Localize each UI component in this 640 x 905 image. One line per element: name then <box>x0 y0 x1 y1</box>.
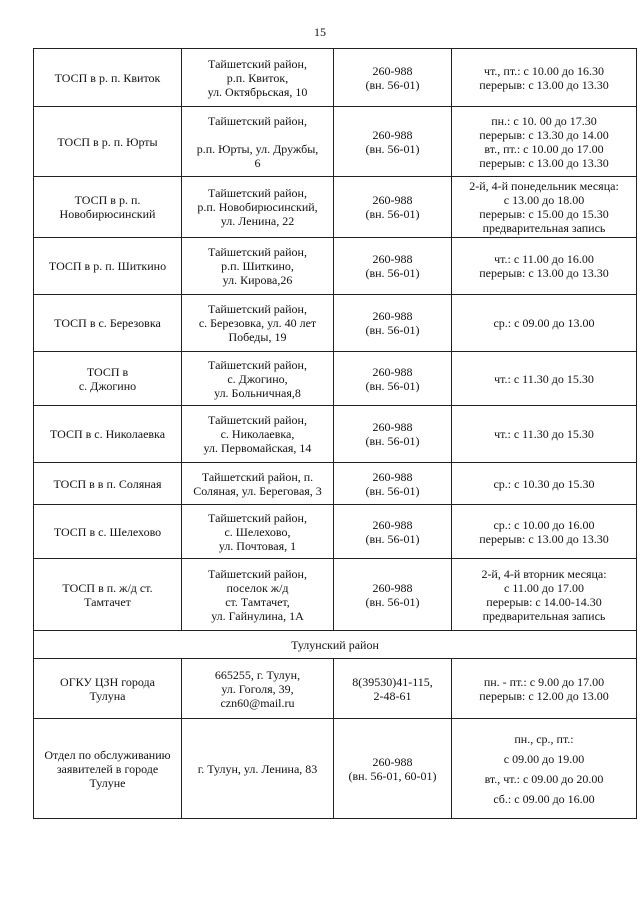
office-schedule-line: чт.: с 11.30 до 15.30 <box>494 371 594 386</box>
office-row <box>34 295 637 352</box>
office-address <box>182 49 334 107</box>
office-row <box>34 659 637 719</box>
office-name-line: ТОСП в в п. Соляная <box>53 476 162 491</box>
office-schedule-line: перерыв: с 13.00 до 13.30 <box>479 531 609 546</box>
office-phone-line: (вн. 56-01) <box>365 378 420 393</box>
office-address-line: Тайшетский район, <box>208 357 307 372</box>
office-phone-line: 260-988 <box>372 127 413 142</box>
office-name-line: с. Джогино <box>78 378 137 393</box>
office-schedule-table <box>33 48 637 819</box>
office-name-line: Отдел по обслуживанию <box>44 747 171 762</box>
office-name <box>34 505 182 559</box>
office-row <box>34 107 637 177</box>
office-name <box>34 659 182 719</box>
office-address-line: с. Шелехово, <box>224 524 291 539</box>
office-address-line: Тайшетский район, <box>208 245 307 259</box>
office-schedule-line: сб.: с 09.00 до 16.00 <box>493 791 595 806</box>
office-row <box>34 505 637 559</box>
office-schedule <box>452 238 637 295</box>
office-schedule-line: ср.: с 09.00 до 13.00 <box>493 316 595 330</box>
office-row <box>34 177 637 238</box>
office-name-line: ТОСП в р. п. <box>74 193 141 207</box>
office-phone-line: (вн. 56-01) <box>365 483 420 498</box>
office-schedule <box>452 295 637 352</box>
office-address-line: Тайшетский район, <box>208 302 307 316</box>
office-phone-line: 8(39530)41-115, <box>352 674 433 689</box>
office-name-line: заявителей в городе <box>56 761 159 776</box>
office-row <box>34 406 637 463</box>
office-phone <box>334 505 452 559</box>
office-name-line: Новобирюсинский <box>59 207 156 221</box>
office-phone <box>334 295 452 352</box>
office-schedule-line: вт., чт.: с 09.00 до 20.00 <box>484 771 604 786</box>
office-address-line: Тайшетский район, п. <box>201 469 314 484</box>
office-address-line: с. Джогино, <box>227 371 288 386</box>
office-address <box>182 352 334 406</box>
office-schedule-line: вт., пт.: с 10.00 до 17.00 <box>484 141 604 156</box>
office-schedule-line: перерыв: с 13.00 до 13.30 <box>479 266 609 280</box>
office-address-line: поселок ж/д <box>226 580 289 595</box>
office-name <box>34 463 182 505</box>
office-row <box>34 719 637 819</box>
office-address-line: 6 <box>254 155 261 170</box>
office-row <box>34 238 637 295</box>
office-schedule <box>452 463 637 505</box>
office-schedule-line: 2-й, 4-й понедельник месяца: <box>469 179 619 193</box>
office-schedule-line: с 11.00 до 17.00 <box>504 580 584 595</box>
office-phone-line: (вн. 56-01) <box>365 594 420 609</box>
office-schedule <box>452 559 637 631</box>
office-schedule <box>452 177 637 238</box>
office-phone-line: 260-988 <box>372 252 413 266</box>
office-address-line: ст. Тамтачет, <box>225 594 290 609</box>
office-phone-line: (вн. 56-01, 60-01) <box>348 768 437 783</box>
office-schedule-line: перерыв: с 14.00-14.30 <box>486 594 602 609</box>
office-phone <box>334 49 452 107</box>
office-name-line: ТОСП в р. п. Юрты <box>57 134 158 149</box>
office-phone-line: (вн. 56-01) <box>365 266 420 280</box>
office-schedule-line: пн. - пт.: с 9.00 до 17.00 <box>483 674 605 689</box>
office-address-line: Победы, 19 <box>228 330 287 344</box>
office-phone-line: 260-988 <box>372 309 413 323</box>
office-address <box>182 505 334 559</box>
office-schedule-line: с 09.00 до 19.00 <box>503 751 585 766</box>
office-name-line: ТОСП в с. Шелехово <box>53 524 162 539</box>
office-name-line: ТОСП в п. ж/д ст. <box>62 580 153 595</box>
page-number: 15 <box>314 25 326 39</box>
office-schedule-line: чт.: с 11.00 до 16.00 <box>494 252 594 266</box>
office-phone-line: (вн. 56-01) <box>365 77 420 92</box>
office-phone-line: 260-988 <box>372 469 413 484</box>
office-schedule-line: перерыв: с 12.00 до 13.00 <box>479 688 609 703</box>
office-address <box>182 406 334 463</box>
office-phone-line: 260-988 <box>372 754 413 769</box>
office-schedule-line: перерыв: с 15.00 до 15.30 <box>479 207 609 221</box>
office-name <box>34 177 182 238</box>
office-schedule-line: пн., ср., пт.: <box>514 731 574 746</box>
office-phone <box>334 352 452 406</box>
section-header: Тулунский район <box>34 631 637 659</box>
office-address-line: ул. Ленина, 22 <box>220 214 295 228</box>
office-phone-line: (вн. 56-01) <box>365 323 420 337</box>
office-schedule <box>452 352 637 406</box>
office-phone-line: 260-988 <box>372 517 413 532</box>
office-address-line: ул. Гайнулина, 1А <box>211 608 304 623</box>
office-name <box>34 406 182 463</box>
office-schedule-line: перерыв: с 13.00 до 13.30 <box>479 77 609 92</box>
office-phone <box>334 463 452 505</box>
section-header-row <box>34 631 637 659</box>
office-phone-line: 260-988 <box>372 580 413 595</box>
office-address <box>182 659 334 719</box>
office-phone-line: (вн. 56-01) <box>365 434 420 448</box>
office-schedule-line: предварительная запись <box>482 221 606 235</box>
office-schedule-line: чт.: с 11.30 до 15.30 <box>494 427 594 441</box>
office-address-line <box>185 128 330 142</box>
office-address <box>182 719 334 819</box>
office-schedule-line: перерыв: с 13.00 до 13.30 <box>479 155 609 170</box>
office-schedule-line: предварительная запись <box>482 608 606 623</box>
office-address-line: р.п. Новобирюсинский, <box>197 200 318 214</box>
office-phone-line: (вн. 56-01) <box>365 141 420 156</box>
office-phone <box>334 559 452 631</box>
office-name-line: ТОСП в с. Березовка <box>54 316 161 330</box>
office-address <box>182 295 334 352</box>
office-phone-line: 2-48-61 <box>373 688 412 703</box>
office-schedule <box>452 107 637 177</box>
office-schedule-line: чт., пт.: с 10.00 до 16.30 <box>484 63 604 78</box>
office-address-line: ул. Первомайская, 14 <box>203 441 312 455</box>
office-address-line: г. Тулун, ул. Ленина, 83 <box>197 761 318 776</box>
office-phone-line: 260-988 <box>372 193 413 207</box>
office-address-line: Тайшетский район, <box>208 113 307 128</box>
office-schedule <box>452 49 637 107</box>
office-phone-line: 260-988 <box>372 63 413 78</box>
office-schedule-line: ср.: с 10.00 до 16.00 <box>493 517 595 532</box>
office-schedule <box>452 719 637 819</box>
office-schedule-line: перерыв: с 13.30 до 14.00 <box>479 127 609 142</box>
office-address-line: ул. Октябрьская, 10 <box>207 84 308 99</box>
office-name <box>34 107 182 177</box>
office-name-line: Тамтачет <box>84 594 131 609</box>
office-name-line: Тулуне <box>89 775 126 790</box>
office-schedule <box>452 659 637 719</box>
office-name <box>34 238 182 295</box>
office-phone-line: 260-988 <box>372 364 413 379</box>
office-address-line: ул. Больничная,8 <box>214 385 301 400</box>
office-name-line: ТОСП в с. Николаевка <box>49 427 166 441</box>
office-address-line: р.п. Шиткино, <box>221 259 294 273</box>
office-name-line: ТОСП в р. п. Шиткино <box>48 259 167 273</box>
office-row <box>34 559 637 631</box>
office-address <box>182 559 334 631</box>
office-address-line: Тайшетский район, <box>208 566 307 581</box>
office-phone <box>334 406 452 463</box>
office-address-line: р.п. Квиток, <box>226 70 289 85</box>
office-row <box>34 352 637 406</box>
office-schedule-line: ср.: с 10.30 до 15.30 <box>493 476 595 491</box>
office-address <box>182 107 334 177</box>
office-address-line: czn60@mail.ru <box>220 695 295 710</box>
office-phone <box>334 659 452 719</box>
office-phone-line: (вн. 56-01) <box>365 207 420 221</box>
office-address <box>182 463 334 505</box>
office-name <box>34 559 182 631</box>
office-phone <box>334 177 452 238</box>
office-name-line: ОГКУ ЦЗН города <box>60 674 155 689</box>
office-address <box>182 238 334 295</box>
office-address-line: Тайшетский район, <box>208 510 307 525</box>
office-address-line: Соляная, ул. Береговая, 3 <box>193 483 322 498</box>
office-address-line: ул. Гоголя, 39, <box>221 681 294 696</box>
office-address-line: Тайшетский район, <box>208 413 307 427</box>
office-phone-line: (вн. 56-01) <box>365 531 420 546</box>
office-name-line: Тулуна <box>89 688 126 703</box>
office-address-line: 665255, г. Тулун, <box>214 667 301 682</box>
office-name-line: ТОСП в р. п. Квиток <box>54 70 161 85</box>
office-name <box>34 295 182 352</box>
office-schedule <box>452 505 637 559</box>
office-schedule-line: пн.: с 10. 00 до 17.30 <box>491 113 597 128</box>
office-schedule-line: 2-й, 4-й вторник месяца: <box>481 566 607 581</box>
office-schedule-line: с 13.00 до 18.00 <box>503 193 585 207</box>
office-schedule <box>452 406 637 463</box>
office-address-line: ул. Кирова,26 <box>222 273 293 287</box>
office-row <box>34 49 637 107</box>
office-address-line: Тайшетский район, <box>208 56 307 71</box>
office-address-line: р.п. Юрты, ул. Дружбы, <box>196 141 319 156</box>
office-row <box>34 463 637 505</box>
office-phone <box>334 238 452 295</box>
office-address-line: Тайшетский район, <box>208 186 307 200</box>
office-name <box>34 49 182 107</box>
office-address-line: с. Березовка, ул. 40 лет <box>198 316 317 330</box>
office-name <box>34 352 182 406</box>
office-phone <box>334 719 452 819</box>
office-phone-line: 260-988 <box>372 420 413 434</box>
office-phone <box>334 107 452 177</box>
office-name-line: ТОСП в <box>86 364 129 379</box>
office-address <box>182 177 334 238</box>
office-address-line: ул. Почтовая, 1 <box>218 538 297 553</box>
office-name <box>34 719 182 819</box>
office-address-line: с. Николаевка, <box>220 427 295 441</box>
